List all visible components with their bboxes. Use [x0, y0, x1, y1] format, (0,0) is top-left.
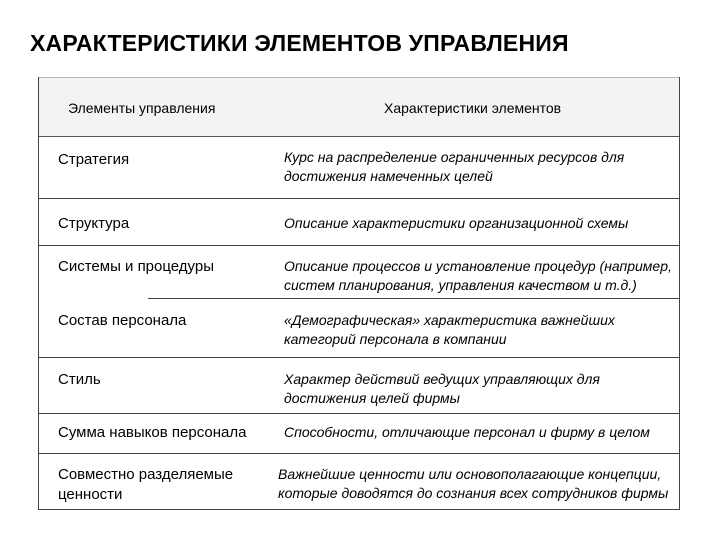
element-name: Структура: [58, 215, 130, 232]
element-name: Стратегия: [58, 151, 130, 168]
element-desc-line: Описание характеристики организационной схемы: [284, 215, 629, 231]
header-elements: Элементы управления: [68, 100, 216, 116]
element-desc-line: которые доводятся до сознания всех сотрудников фирмы: [278, 485, 669, 501]
element-desc-line: достижения целей фирмы: [284, 390, 460, 406]
row-divider: [38, 198, 680, 199]
row-divider: [38, 413, 680, 414]
element-desc-line: Характер действий ведущих управляющих для: [284, 371, 600, 387]
element-desc-line: систем планирования, управления качеством и т.д.): [284, 277, 637, 293]
element-name: Сумма навыков персонала: [58, 424, 247, 441]
element-name: Стиль: [58, 371, 101, 388]
element-desc-line: достижения намеченных целей: [284, 168, 493, 184]
element-desc-line: Курс на распределение ограниченных ресурсов для: [284, 149, 625, 165]
page-title: ХАРАКТЕРИСТИКИ ЭЛЕМЕНТОВ УПРАВЛЕНИЯ: [30, 30, 569, 56]
element-desc-line: Важнейшие ценности или основополагающие концепции,: [278, 466, 662, 482]
header-characteristics: Характеристики элементов: [384, 100, 562, 116]
element-desc-line: категорий персонала в компании: [284, 331, 507, 347]
row-divider: [38, 453, 680, 454]
row-divider: [38, 357, 680, 358]
element-name: Совместно разделяемые: [58, 466, 234, 483]
element-desc-line: «Демографическая» характеристика важнейших: [284, 312, 615, 328]
element-desc-line: Способности, отличающие персонал и фирму в целом: [284, 424, 650, 440]
row-divider: [38, 245, 680, 246]
row-divider: [148, 298, 680, 299]
element-name: ценности: [58, 486, 123, 503]
element-desc-line: Описание процессов и установление процедур (например,: [284, 258, 672, 274]
element-name: Состав персонала: [58, 312, 187, 329]
element-name: Системы и процедуры: [58, 258, 215, 275]
